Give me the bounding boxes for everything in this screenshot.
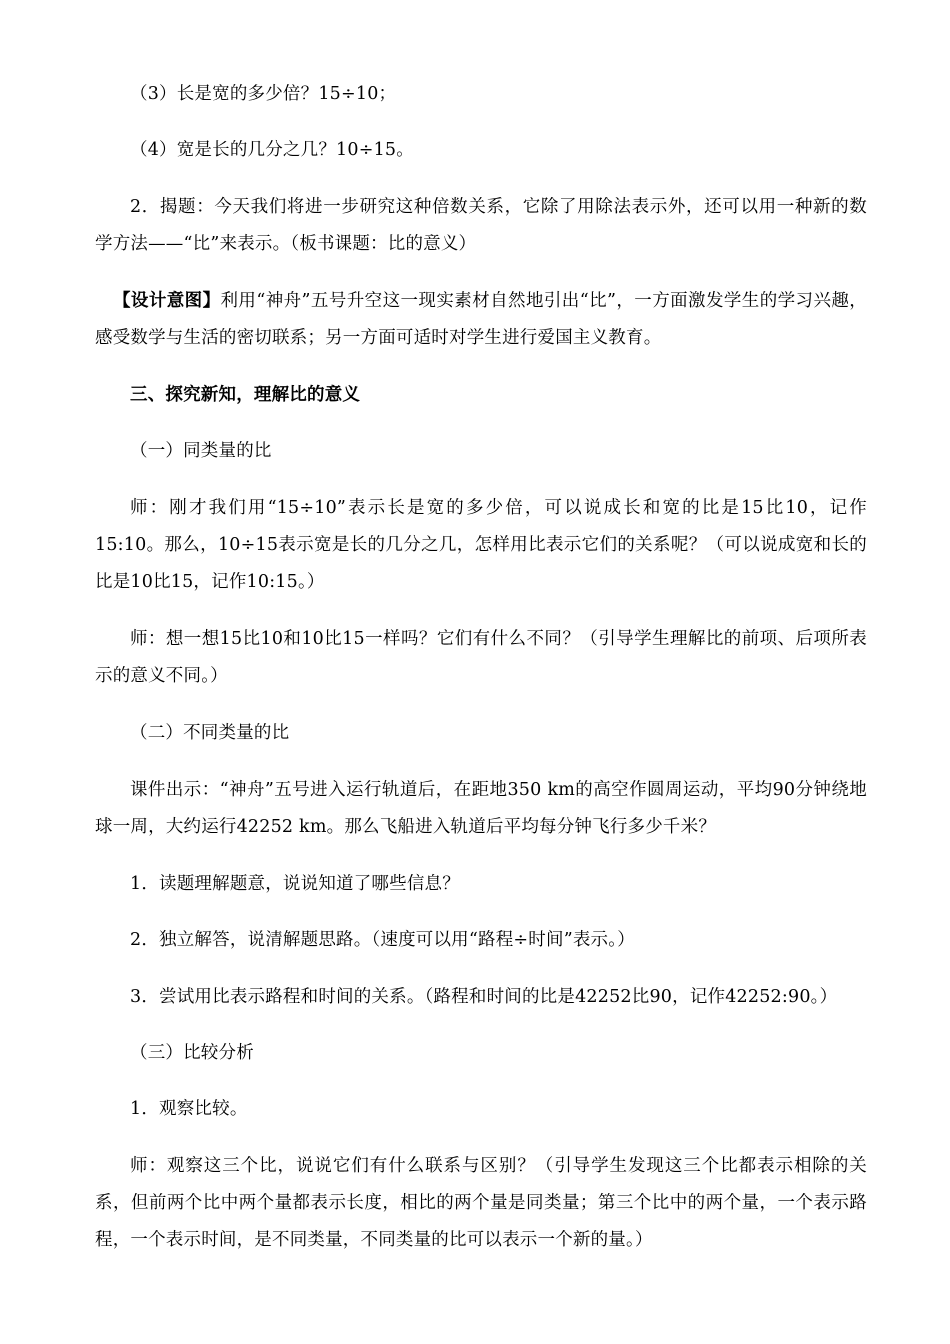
- paragraph-teacher-ratio: [95, 490, 867, 601]
- paragraph-teacher-compare: [95, 621, 867, 695]
- paragraph-text: 1．读题理解题意，说说知道了哪些信息？: [130, 874, 460, 894]
- paragraph-text: 课件出示：“神舟”五号进入运行轨道后，在距地350 km的高空作圆周运动，平均90分钟绕地球一周，大约运行42252 km。那么飞船进入轨道后平均每分钟飞行多少千米？: [95, 780, 867, 837]
- paragraph-text: 师：想一想15比10和10比15一样吗？它们有什么不同？（引导学生理解比的前项、后项所表示的意义不同。）: [95, 629, 867, 686]
- paragraph-text: 2．揭题：今天我们将进一步研究这种倍数关系，它除了用除法表示外，还可以用一种新的数学方法——“比”来表示。（板书课题：比的意义）: [95, 197, 867, 254]
- paragraph-text: 1．观察比较。: [130, 1099, 248, 1119]
- paragraph-text: （3）长是宽的多少倍？15÷10；: [130, 84, 397, 104]
- paragraph-text: 2．独立解答，说清解题思路。（速度可以用“路程÷时间”表示。）: [130, 930, 635, 950]
- paragraph-text: 师：刚才我们用“15÷10”表示长是宽的多少倍，可以说成长和宽的比是15比10，记作15:10。那么，10÷15表示宽是长的几分之几，怎样用比表示它们的关系呢？（可以说成宽和长的比是10比15，记作10:15。）: [95, 498, 867, 592]
- paragraph-courseware: [95, 772, 867, 846]
- paragraph-text: （4）宽是长的几分之几？10÷15。: [130, 140, 414, 160]
- design-intent-label: 【设计意图】: [113, 291, 221, 311]
- subsection-heading-text: （三）比较分析: [130, 1043, 254, 1063]
- paragraph-design-intent: [95, 283, 867, 357]
- paragraph-item-4: [95, 132, 867, 169]
- paragraph-step-2: [95, 922, 867, 959]
- subsection-heading-same-type: [95, 433, 867, 470]
- subsection-heading-text: （一）同类量的比: [130, 441, 272, 461]
- paragraph-teacher-observe: [95, 1148, 867, 1259]
- paragraph-text: 3．尝试用比表示路程和时间的关系。（路程和时间的比是42252比90，记作42252:90。）: [130, 987, 838, 1007]
- paragraph-item-3: [95, 76, 867, 113]
- paragraph-text: 利用“神舟”五号升空这一现实素材自然地引出“比”，一方面激发学生的学习兴趣，感受数学与生活的密切联系；另一方面可适时对学生进行爱国主义教育。: [95, 291, 867, 348]
- paragraph-step-1: [95, 866, 867, 903]
- subsection-heading-compare: [95, 1035, 867, 1072]
- paragraph-reveal-topic: [95, 189, 867, 263]
- paragraph-step-3: [95, 979, 867, 1016]
- paragraph-text: 师：观察这三个比，说说它们有什么联系与区别？（引导学生发现这三个比都表示相除的关系，但前两个比中两个量都表示长度，相比的两个量是同类量；第三个比中的两个量，一个表示路程，一个表示时间，是不同类量，不同类量的比可以表示一个新的量。）: [95, 1156, 867, 1250]
- section-heading-explore: [95, 377, 867, 414]
- paragraph-observe: [95, 1091, 867, 1128]
- section-heading-text: 三、探究新知，理解比的意义: [130, 385, 361, 405]
- subsection-heading-different-type: [95, 715, 867, 752]
- subsection-heading-text: （二）不同类量的比: [130, 723, 290, 743]
